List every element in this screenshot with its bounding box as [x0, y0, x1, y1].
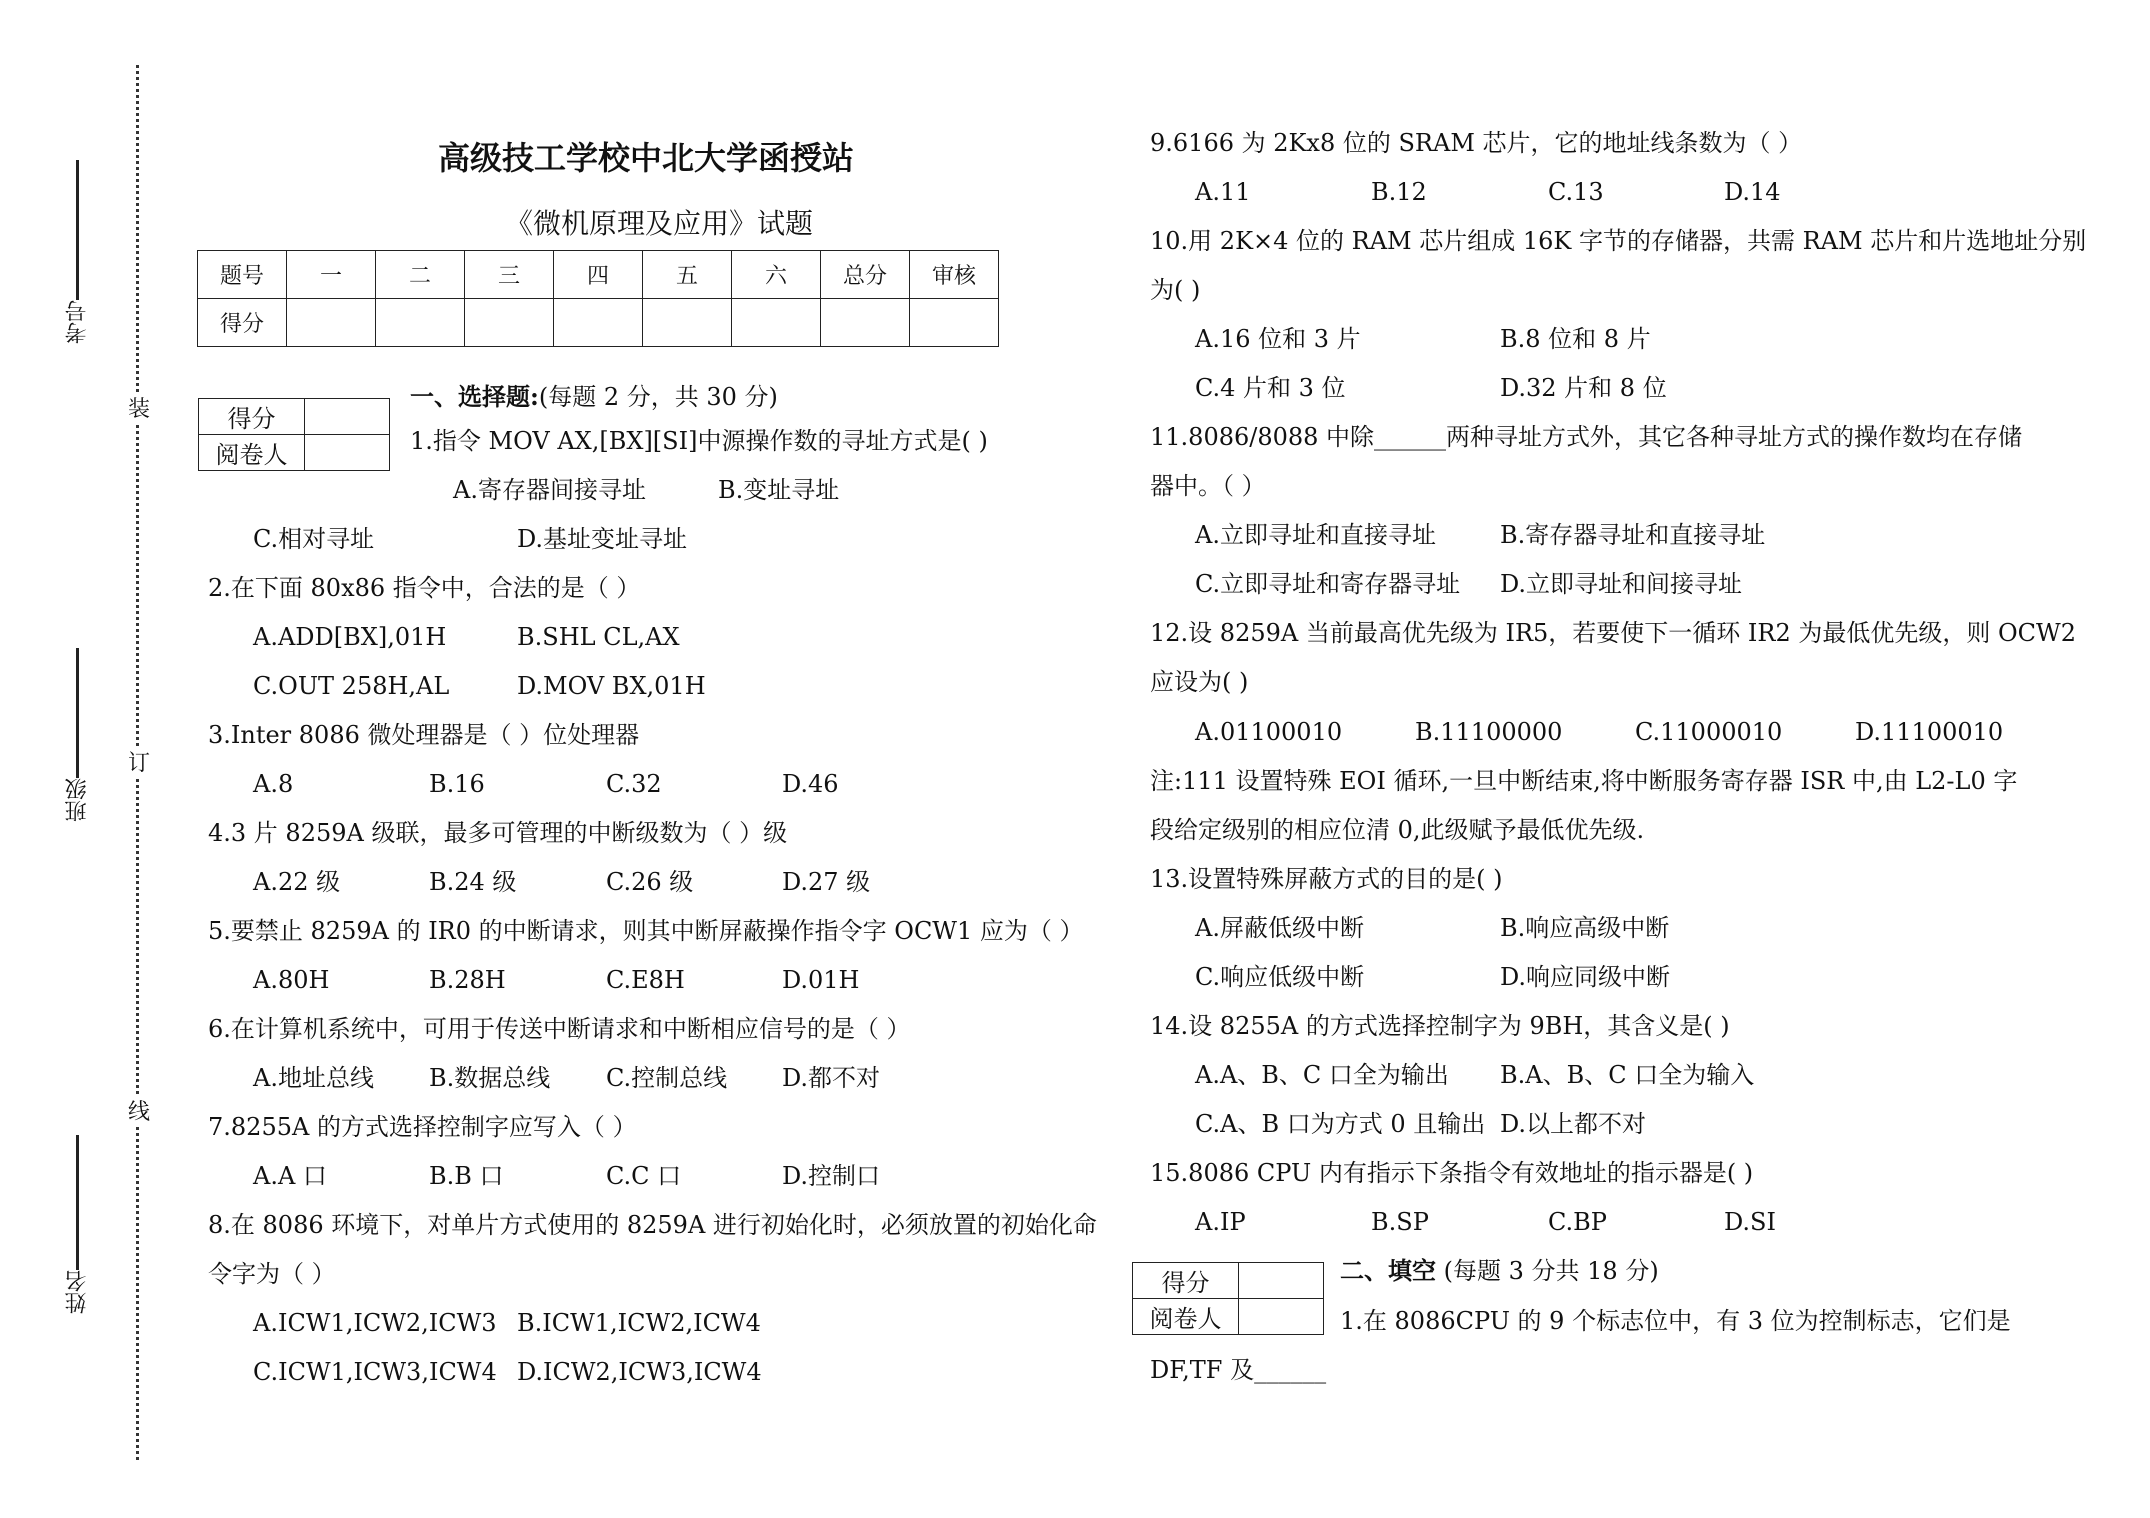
q15-option-c: C.BP: [1548, 1208, 1607, 1236]
question-12-cont: 应设为( ): [1150, 668, 1249, 696]
question-2: 2.在下面 80x86 指令中，合法的是（ ）: [208, 574, 641, 602]
score-cell: [732, 299, 821, 347]
q14-option-c: C.A、B 口为方式 0 且输出: [1195, 1110, 1486, 1138]
q12-option-a: A.01100010: [1195, 718, 1343, 746]
q9-option-b: B.12: [1371, 178, 1427, 206]
name-label: 姓名: [65, 1270, 90, 1314]
score-cell: [376, 299, 465, 347]
q4-option-a: A.22 级: [253, 868, 341, 896]
score-table-header-cell: 六: [732, 251, 821, 299]
q15-option-a: A.IP: [1195, 1208, 1246, 1236]
q12-note-line2: 段给定级别的相应位清 0,此级赋予最低优先级.: [1150, 816, 1645, 844]
school-title: 高级技工学校中北大学函授站: [438, 139, 855, 177]
question-14: 14.设 8255A 的方式选择控制字为 9BH，其含义是( ): [1150, 1012, 1730, 1040]
exam-subject: 《微机原理及应用》试题: [505, 207, 814, 240]
question-3: 3.Inter 8086 微处理器是（ ）位处理器: [208, 721, 640, 749]
question-8-cont: 令字为（ ）: [208, 1260, 336, 1288]
q11-option-a: A.立即寻址和直接寻址: [1195, 521, 1436, 549]
question-5: 5.要禁止 8259A 的 IR0 的中断请求，则其中断屏蔽操作指令字 OCW1 应为（ ）: [208, 917, 1084, 945]
q9-option-a: A.11: [1195, 178, 1251, 206]
q13-option-b: B.响应高级中断: [1500, 914, 1670, 942]
q9-option-d: D.14: [1724, 178, 1781, 206]
q6-option-c: C.控制总线: [606, 1064, 728, 1092]
q3-option-c: C.32: [606, 770, 662, 798]
q15-option-b: B.SP: [1371, 1208, 1429, 1236]
score-table-header-cell: 二: [376, 251, 465, 299]
score-table-header-cell: 一: [287, 251, 376, 299]
class-label: 班级: [65, 778, 90, 822]
binding-char-zhuang: 装: [128, 392, 150, 423]
fill-question-1: 1.在 8086CPU 的 9 个标志位中，有 3 位为控制标志，它们是: [1340, 1307, 2011, 1335]
q2-option-c: C.OUT 258H,AL: [253, 672, 450, 700]
q12-note-line1: 注:111 设置特殊 EOI 循环,一旦中断结束,将中断服务寄存器 ISR 中,由 L2-L0 字: [1150, 767, 2018, 795]
name-line: [76, 1135, 79, 1270]
q5-option-b: B.28H: [429, 966, 506, 994]
q14-option-d: D.以上都不对: [1500, 1110, 1647, 1138]
section1-title: 一、选择题:: [410, 382, 539, 411]
score-table-header-cell: 题号: [198, 251, 287, 299]
score-cell: [465, 299, 554, 347]
q2-option-b: B.SHL CL,AX: [517, 623, 680, 651]
question-7: 7.8255A 的方式选择控制字应写入（ ）: [208, 1113, 637, 1141]
q11-option-b: B.寄存器寻址和直接寻址: [1500, 521, 1766, 549]
q8-option-a: A.ICW1,ICW2,ICW3: [253, 1309, 497, 1337]
score-table-header-cell: 三: [465, 251, 554, 299]
question-8: 8.在 8086 环境下，对单片方式使用的 8259A 进行初始化时，必须放置的初始化命: [208, 1211, 1097, 1239]
question-12: 12.设 8259A 当前最高优先级为 IR5，若要使下一循环 IR2 为最低优先级，则 OCW2: [1150, 619, 2076, 647]
section1-note: (每题 2 分，共 30 分): [538, 383, 778, 411]
score-cell: [554, 299, 643, 347]
grader-reader-label: 阅卷人: [199, 435, 305, 471]
question-13: 13.设置特殊屏蔽方式的目的是( ): [1150, 865, 1503, 893]
score-cell: [821, 299, 910, 347]
question-9: 9.6166 为 2Kx8 位的 SRAM 芯片，它的地址线条数为（ ）: [1150, 129, 1803, 157]
q10-option-b: B.8 位和 8 片: [1500, 325, 1651, 353]
section1-heading: [410, 382, 778, 412]
grader-reader-cell: [305, 435, 390, 471]
q3-option-d: D.46: [782, 770, 839, 798]
q3-option-a: A.8: [253, 770, 294, 798]
q12-option-d: D.11100010: [1855, 718, 2004, 746]
question-4: 4.3 片 8259A 级联，最多可管理的中断级数为（ ）级: [208, 819, 788, 847]
q4-option-c: C.26 级: [606, 868, 694, 896]
q7-option-c: C.C 口: [606, 1162, 682, 1190]
q10-option-c: C.4 片和 3 位: [1195, 374, 1346, 402]
q7-option-b: B.B 口: [429, 1162, 504, 1190]
exam-no-label: 考号: [65, 300, 90, 344]
question-10: 10.用 2K×4 位的 RAM 芯片组成 16K 字节的存储器，共需 RAM 芯片和片选地址分别: [1150, 227, 2087, 255]
q15-option-d: D.SI: [1724, 1208, 1776, 1236]
grader-reader-label: 阅卷人: [1133, 1299, 1239, 1335]
q13-option-c: C.响应低级中断: [1195, 963, 1365, 991]
score-table-header-cell: 五: [643, 251, 732, 299]
q14-option-b: B.A、B、C 口全为输入: [1500, 1061, 1755, 1089]
q6-option-d: D.都不对: [782, 1064, 881, 1092]
q9-option-c: C.13: [1548, 178, 1604, 206]
grader-reader-cell: [1239, 1299, 1324, 1335]
grader-score-label: 得分: [1133, 1263, 1239, 1299]
q8-option-b: B.ICW1,ICW2,ICW4: [517, 1309, 761, 1337]
score-cell: [910, 299, 999, 347]
score-table-row-label: 得分: [198, 299, 287, 347]
section2-title: 二、填空: [1340, 1256, 1436, 1285]
fill-question-1-cont: DF,TF 及______: [1150, 1356, 1327, 1384]
q12-option-c: C.11000010: [1635, 718, 1783, 746]
grader-score-cell: [305, 399, 390, 435]
score-table-header-cell: 总分: [821, 251, 910, 299]
score-table-header-cell: 四: [554, 251, 643, 299]
score-cell: [287, 299, 376, 347]
q10-option-a: A.16 位和 3 片: [1195, 325, 1361, 353]
question-15: 15.8086 CPU 内有指示下条指令有效地址的指示器是( ): [1150, 1159, 1754, 1187]
q13-option-a: A.屏蔽低级中断: [1195, 914, 1364, 942]
grader-box-1: [198, 398, 390, 471]
q11-option-d: D.立即寻址和间接寻址: [1500, 570, 1743, 598]
class-line: [76, 648, 79, 778]
q12-option-b: B.11100000: [1415, 718, 1563, 746]
q2-option-a: A.ADD[BX],01H: [253, 623, 447, 651]
score-table-header-cell: 审核: [910, 251, 999, 299]
question-10-cont: 为( ): [1150, 276, 1201, 304]
q7-option-a: A.A 口: [253, 1162, 327, 1190]
binding-char-ding: 订: [128, 746, 150, 777]
score-table: [197, 250, 999, 347]
q1-option-c: C.相对寻址: [253, 525, 375, 553]
q5-option-a: A.80H: [253, 966, 330, 994]
q1-option-b: B.变址寻址: [718, 476, 840, 504]
q7-option-d: D.控制口: [782, 1162, 881, 1190]
question-1: 1.指令 MOV AX,[BX][SI]中源操作数的寻址方式是( ): [410, 427, 988, 455]
grader-score-cell: [1239, 1263, 1324, 1299]
q14-option-a: A.A、B、C 口全为输出: [1195, 1061, 1449, 1089]
exam-no-line: [76, 160, 79, 300]
question-6: 6.在计算机系统中，可用于传送中断请求和中断相应信号的是（ ）: [208, 1015, 911, 1043]
q13-option-d: D.响应同级中断: [1500, 963, 1671, 991]
q4-option-d: D.27 级: [782, 868, 871, 896]
q11-option-c: C.立即寻址和寄存器寻址: [1195, 570, 1461, 598]
q10-option-d: D.32 片和 8 位: [1500, 374, 1667, 402]
section2-heading: [1340, 1256, 1659, 1286]
q1-option-a: A.寄存器间接寻址: [453, 476, 646, 504]
q8-option-d: D.ICW2,ICW3,ICW4: [517, 1358, 762, 1386]
q5-option-d: D.01H: [782, 966, 860, 994]
q8-option-c: C.ICW1,ICW3,ICW4: [253, 1358, 497, 1386]
q3-option-b: B.16: [429, 770, 485, 798]
question-11-cont: 器中。（ ）: [1150, 472, 1266, 500]
q1-option-d: D.基址变址寻址: [517, 525, 688, 553]
grader-box-2: [1132, 1262, 1324, 1335]
q2-option-d: D.MOV BX,01H: [517, 672, 706, 700]
q5-option-c: C.E8H: [606, 966, 685, 994]
q4-option-b: B.24 级: [429, 868, 517, 896]
q6-option-b: B.数据总线: [429, 1064, 551, 1092]
question-11: 11.8086/8088 中除______两种寻址方式外，其它各种寻址方式的操作数均在存储: [1150, 423, 2023, 451]
q6-option-a: A.地址总线: [253, 1064, 374, 1092]
grader-score-label: 得分: [199, 399, 305, 435]
score-cell: [643, 299, 732, 347]
section2-note: (每题 3 分共 18 分): [1443, 1257, 1659, 1285]
binding-char-xian: 线: [128, 1095, 150, 1126]
